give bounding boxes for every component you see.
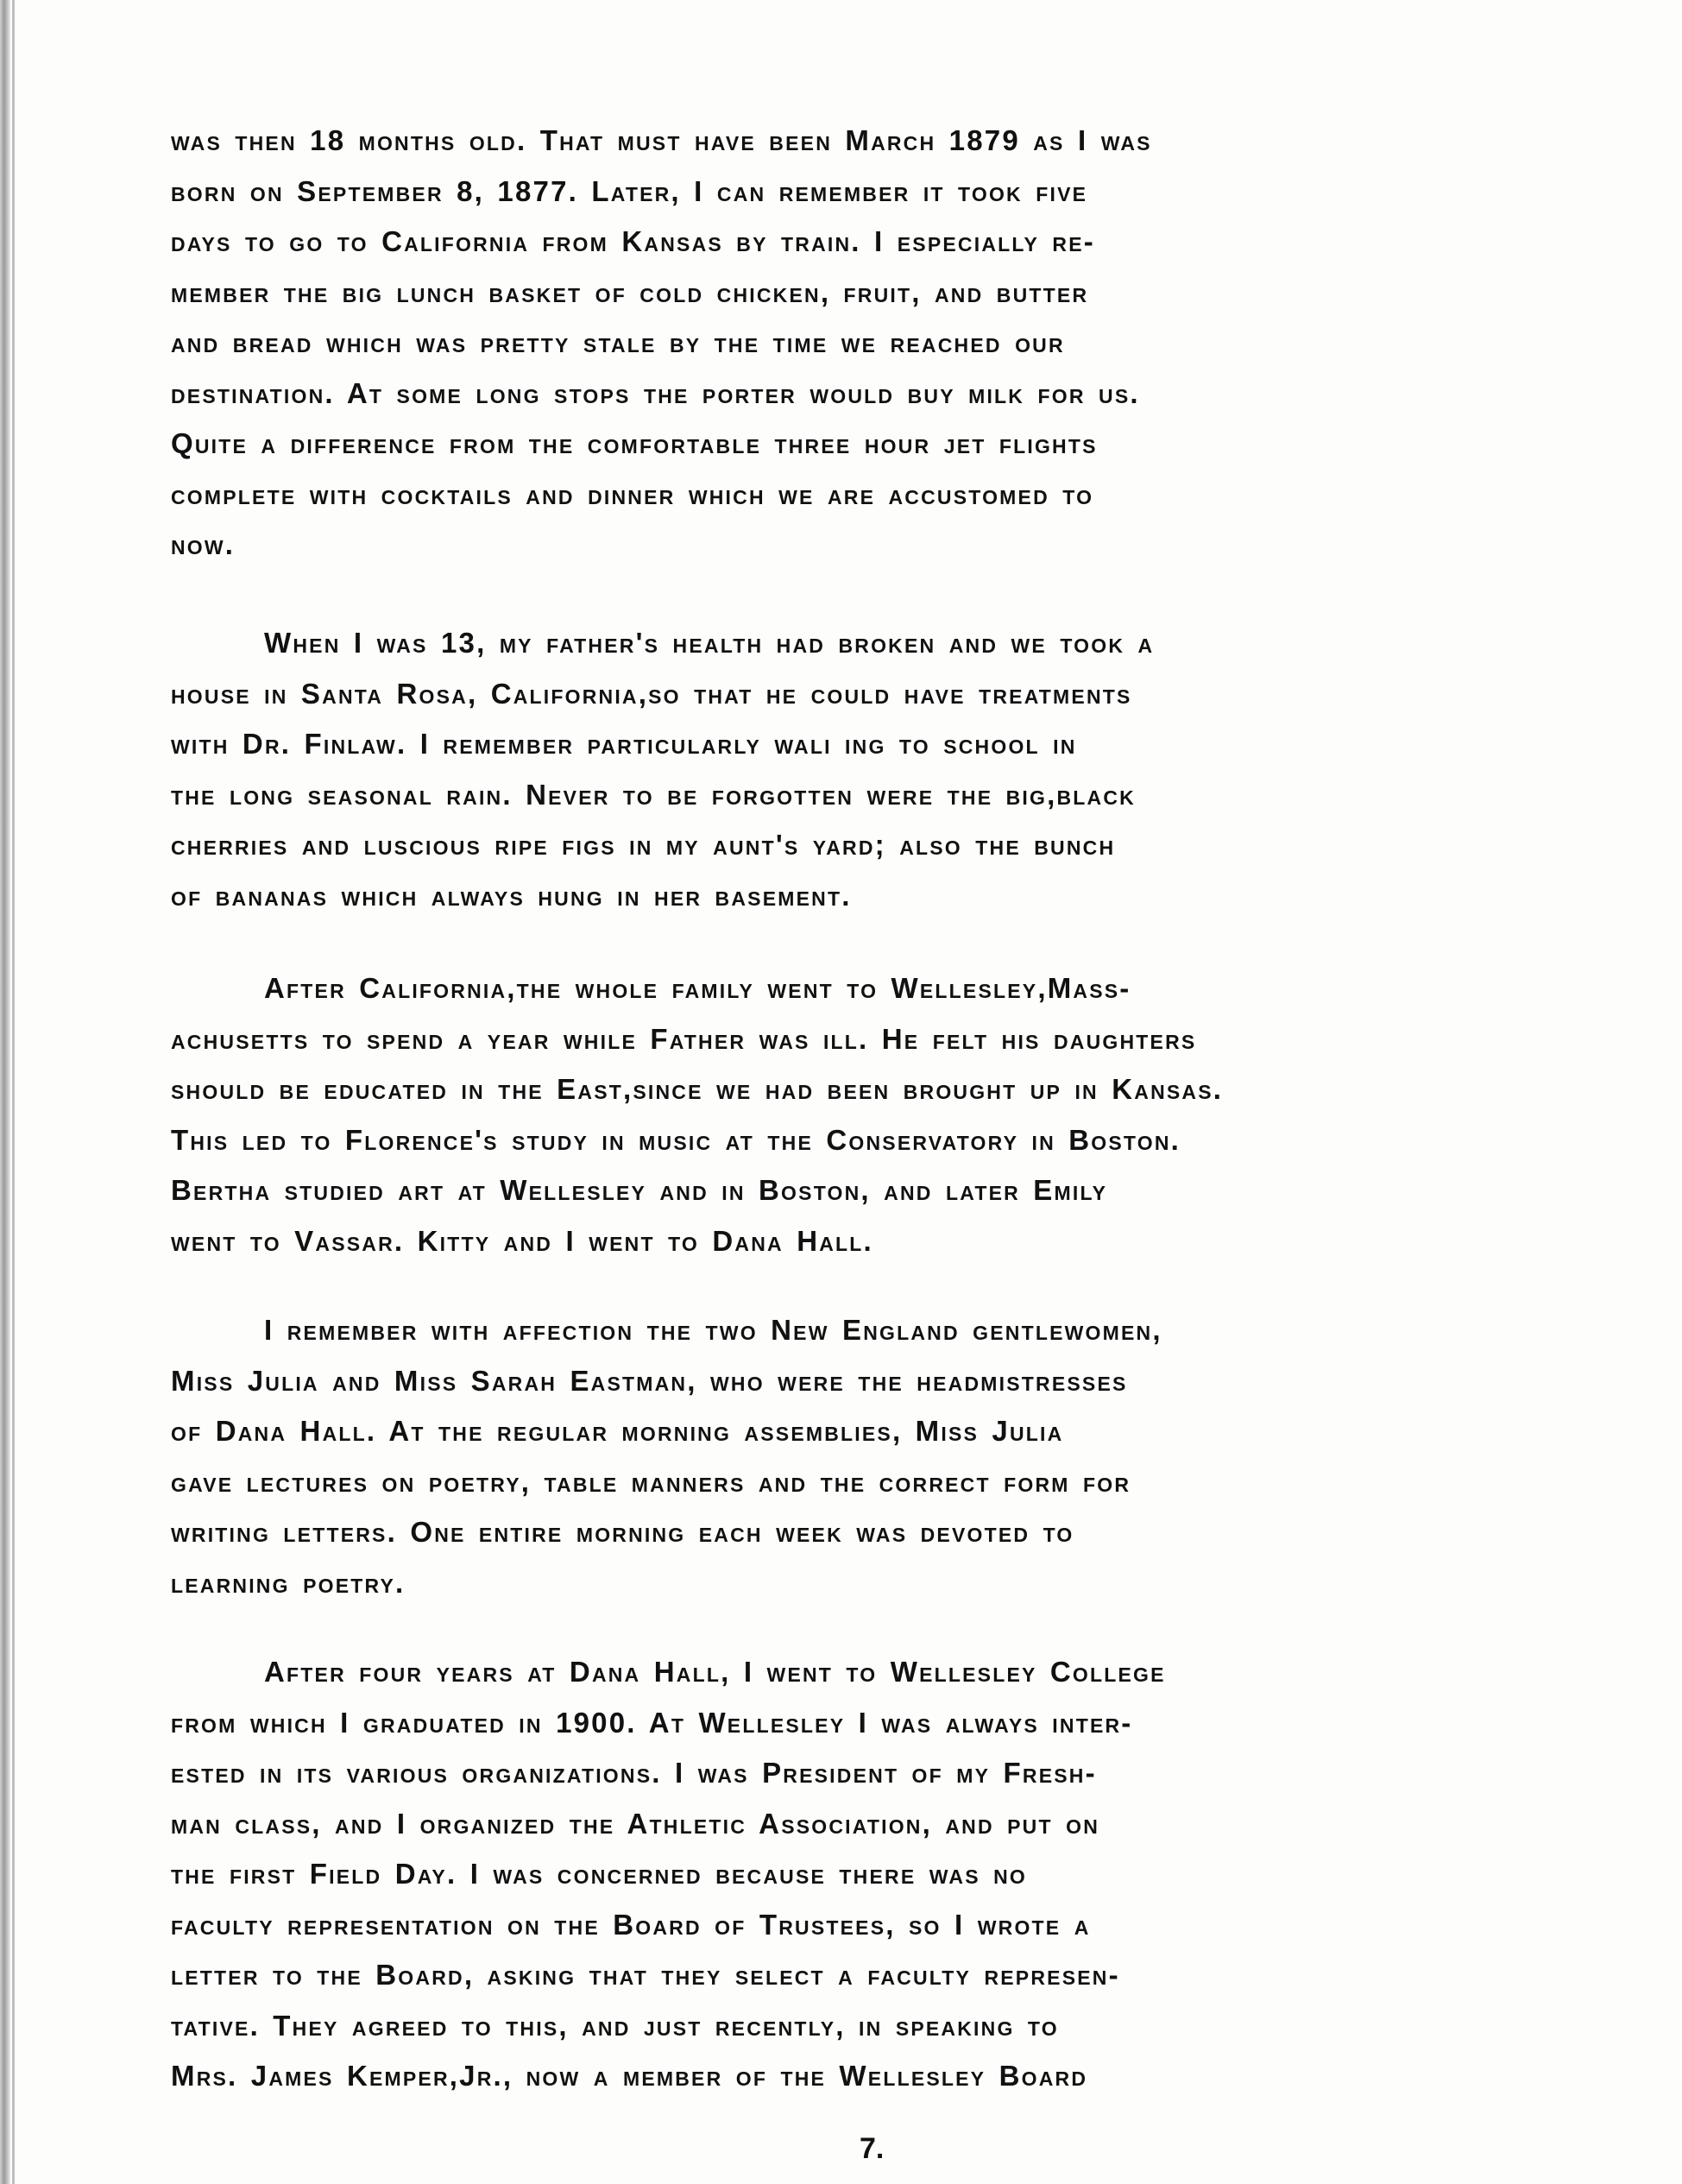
paragraph-1-line: and bread which was pretty stale by the time we reached our <box>171 326 1065 358</box>
paragraph-2-line: the long seasonal rain. Never to be forgotten were the big,black <box>171 778 1136 811</box>
paragraph-4-line: I remember with affection the two New England gentlewomen, <box>264 1314 1162 1346</box>
paragraph-3-line: should be educated in the East,since we had been brought up in Kansas. <box>171 1073 1224 1105</box>
paragraph-2-line: of bananas which always hung in her basement. <box>171 879 852 912</box>
paragraph-2-line: When I was 13, my father's health had broken and we took a <box>264 627 1155 659</box>
paragraph-3-line: achusetts to spend a year while Father was ill. He felt his daughters <box>171 1022 1197 1055</box>
paragraph-5-line: faculty representation on the Board of Trustees, so I wrote a <box>171 1908 1091 1941</box>
page-number: 7. <box>860 2132 885 2165</box>
paragraph-4-line: Miss Julia and Miss Sarah Eastman, who were the headmistresses <box>171 1364 1128 1397</box>
paragraph-5-line: Mrs. James Kemper,Jr., now a member of the Wellesley Board <box>171 2060 1088 2092</box>
paragraph-1-line: destination. At some long stops the porter would buy milk for us. <box>171 376 1140 409</box>
paragraph-5-line: from which I graduated in 1900. At Wellesley I was always inter- <box>171 1706 1133 1739</box>
paragraph-2-line: house in Santa Rosa, California,so that he could have treatments <box>171 677 1132 710</box>
paragraph-4-line: learning poetry. <box>171 1566 406 1599</box>
paragraph-1-line: member the big lunch basket of cold chicken, fruit, and butter <box>171 275 1089 308</box>
paragraph-3-line: Bertha studied art at Wellesley and in Boston, and later Emily <box>171 1174 1108 1206</box>
paragraph-5-line: After four years at Dana Hall, I went to Wellesley College <box>264 1656 1166 1688</box>
paragraph-5-line: man class, and I organized the Athletic Association, and put on <box>171 1807 1100 1840</box>
paragraph-1-line: now. <box>171 528 236 560</box>
paragraph-4-line: writing letters. One entire morning each week was devoted to <box>171 1516 1074 1548</box>
paragraph-4-line: gave lectures on poetry, table manners and the correct form for <box>171 1465 1131 1498</box>
paragraph-4-line: of Dana Hall. At the regular morning assemblies, Miss Julia <box>171 1415 1064 1447</box>
paragraph-2-line: cherries and luscious ripe figs in my aunt's yard; also the bunch <box>171 829 1116 861</box>
paragraph-1-line: born on September 8, 1877. Later, I can remember it took five <box>171 174 1088 207</box>
paragraph-1-line: was then 18 months old. That must have been March 1879 as I was <box>171 124 1152 156</box>
paragraph-5-line: the first Field Day. I was concerned because there was no <box>171 1858 1028 1890</box>
paragraph-5-line: tative. They agreed to this, and just recently, in speaking to <box>171 2009 1059 2042</box>
paragraph-2-line: with Dr. Finlaw. I remember particularly wali ing to school in <box>171 728 1077 760</box>
paragraph-3-line: After California,the whole family went to Wellesley,Mass- <box>264 972 1131 1004</box>
paragraph-5-line: ested in its various organizations. I was President of my Fresh- <box>171 1757 1097 1789</box>
paragraph-1-line: days to go to California from Kansas by train. I especially re- <box>171 225 1095 257</box>
paragraph-3-line: This led to Florence's study in music at the Conservatory in Boston. <box>171 1123 1181 1156</box>
paragraph-1-line: complete with cocktails and dinner which we are accustomed to <box>171 477 1094 510</box>
paragraph-1-line: Quite a difference from the comfortable three hour jet flights <box>171 427 1098 459</box>
paragraph-5-line: letter to the Board, asking that they select a faculty represen- <box>171 1959 1120 1991</box>
paragraph-3-line: went to Vassar. Kitty and I went to Dana Hall. <box>171 1224 873 1257</box>
